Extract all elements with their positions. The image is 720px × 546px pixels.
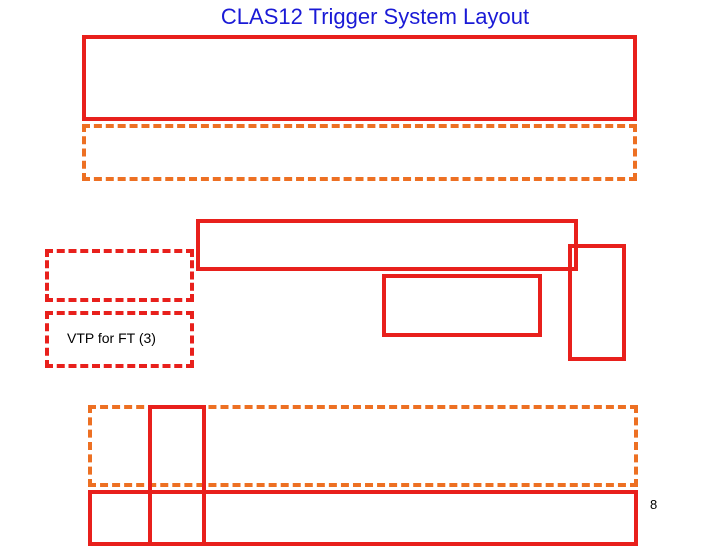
page-number: 8	[650, 497, 658, 512]
top-solid-box	[82, 35, 637, 121]
left-upper-dashed-box	[45, 249, 194, 302]
vtp-ft-label: VTP for FT (3)	[67, 330, 156, 346]
top-dashed-box	[82, 124, 637, 181]
middle-right-tall-box	[568, 244, 626, 361]
bottom-vertical-box	[148, 405, 206, 546]
vtp-ft-box	[45, 311, 194, 368]
middle-small-box	[382, 274, 542, 337]
slide-title: CLAS12 Trigger System Layout	[220, 4, 530, 29]
middle-wide-box	[196, 219, 578, 271]
